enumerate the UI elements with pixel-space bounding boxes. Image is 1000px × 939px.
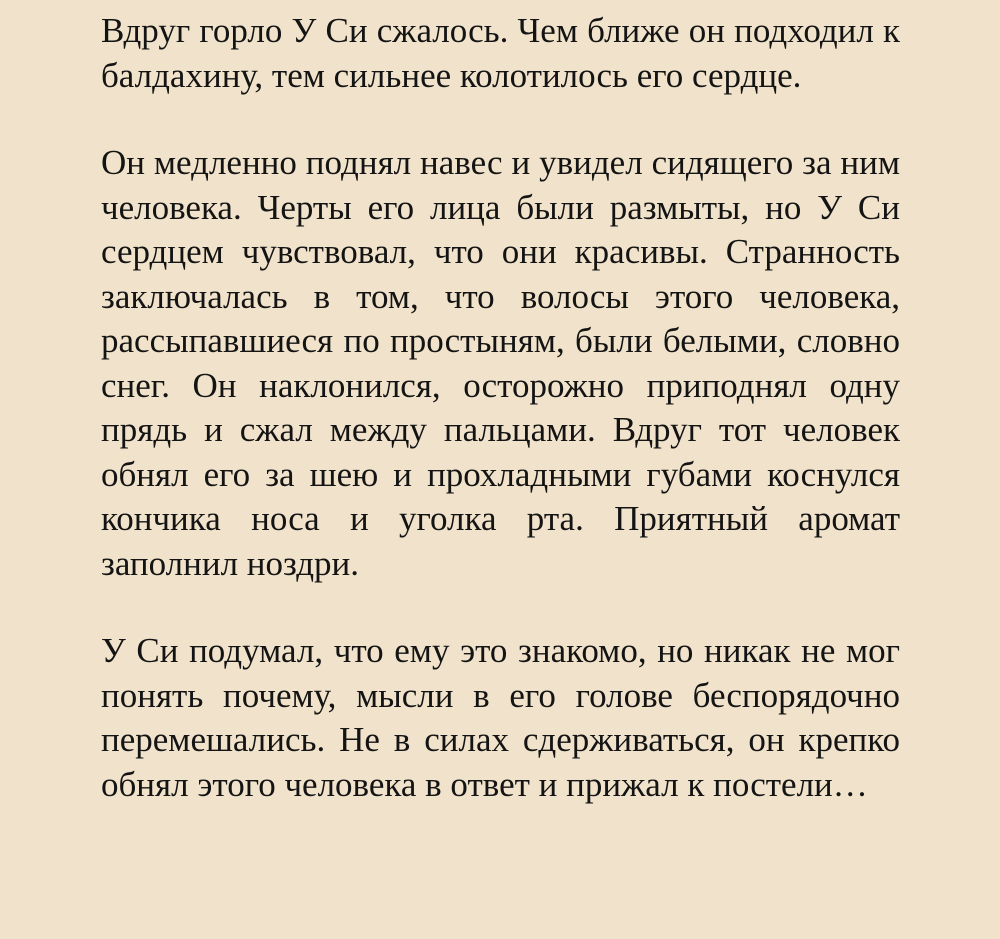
paragraph-3: У Си подумал, что ему это знакомо, но никак не мог понять почему, мысли в его голове беспорядочно перемешались. Не в силах сдерживаться, он крепко обнял этого человека в ответ и прижал к постели… [101,631,900,804]
paragraph-1: Вдруг горло У Си сжалось. Чем ближе он подходил к балдахину, тем сильнее колотилось его сердце. [101,11,900,95]
paragraph-2: Он медленно поднял навес и увидел сидящего за ним человека. Черты его лица были размыты, но У Си сердцем чувствовал, что они красивы. Странность заключалась в том, что волосы этого человека, рассыпавшиеся по простыням, были белыми, словно снег. Он наклонился, осторожно приподнял одну прядь и сжал между пальцами. Вдруг тот человек обнял его за шею и прохладными губами коснулся кончика носа и уголка рта. Приятный аромат заполнил ноздри. [101,143,900,583]
